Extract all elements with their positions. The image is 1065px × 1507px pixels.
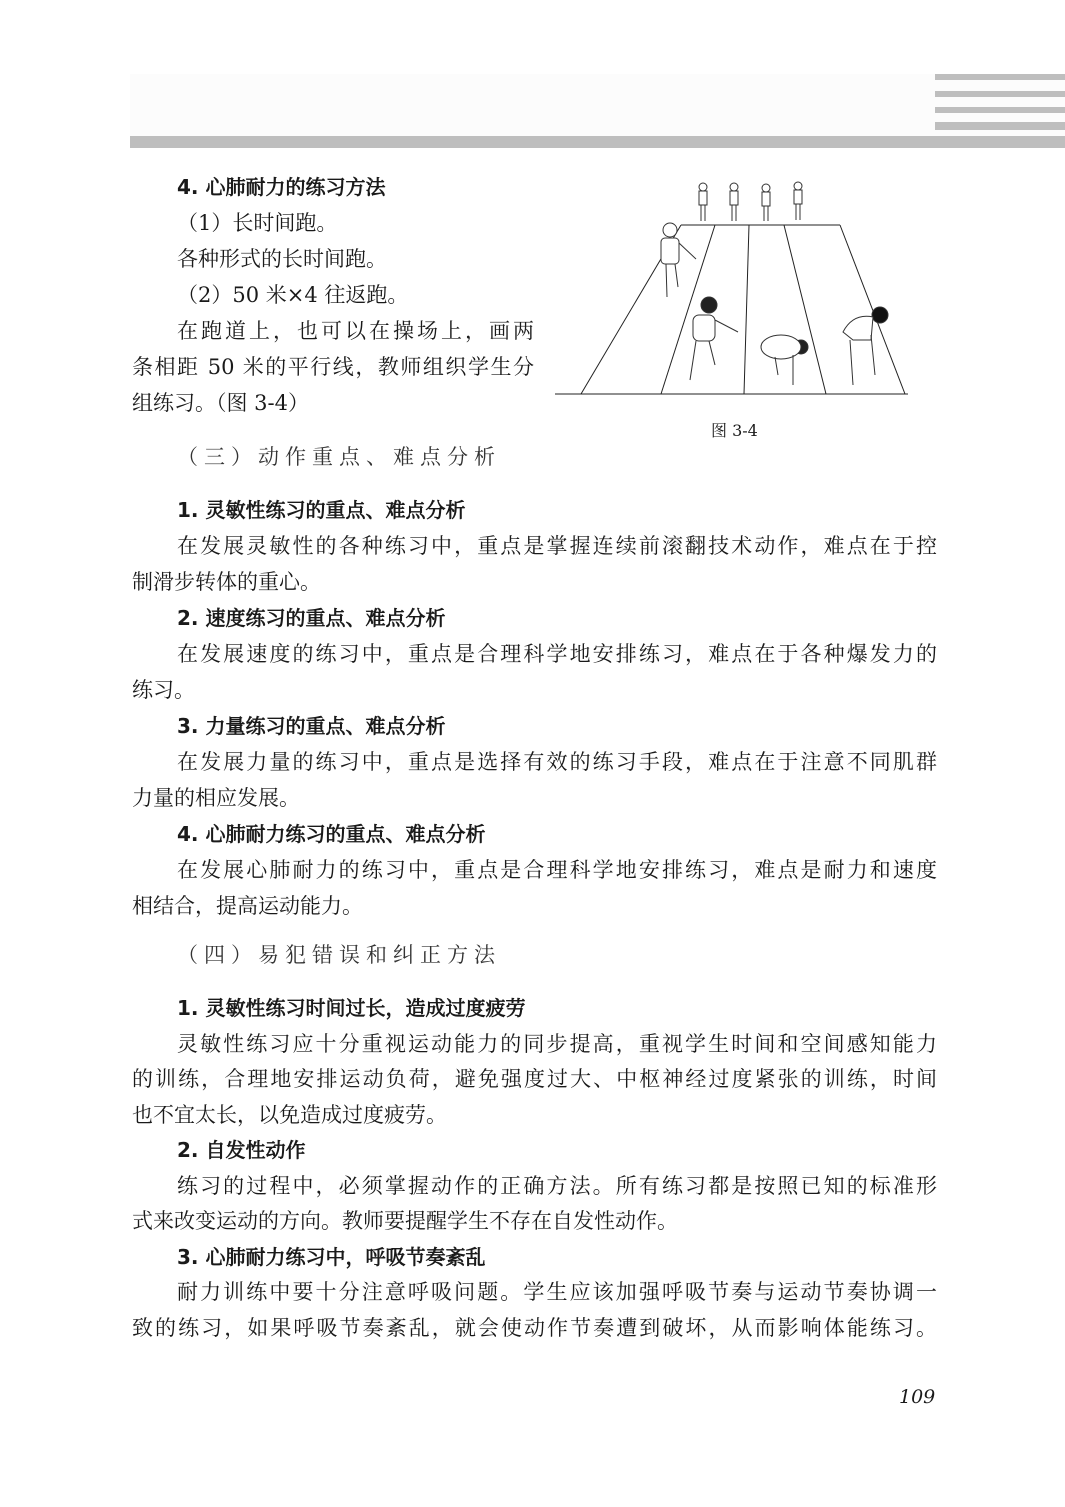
- paragraph-line: 练习。: [132, 678, 195, 702]
- paragraph: （2）50 米×4 往返跑。: [177, 283, 409, 307]
- paragraph-line: 在发展速度的练习中，重点是合理科学地安排练习，难点在于各种爆发力的: [177, 642, 937, 666]
- paragraph-line: 式来改变运动的方向。教师要提醒学生不存在自发性动作。: [132, 1209, 678, 1233]
- paragraph-line: 制滑步转体的重心。: [132, 570, 321, 594]
- heading: 2. 速度练习的重点、难点分析: [177, 606, 446, 630]
- paragraph: 各种形式的长时间跑。: [177, 247, 387, 271]
- header-stripe: [935, 122, 1065, 130]
- page-number: 109: [899, 1386, 936, 1408]
- header-band: [130, 74, 1065, 136]
- student-figure: [699, 183, 707, 221]
- figure-shuttle-run-illustration: [553, 175, 913, 400]
- heading: 3. 心肺耐力练习中，呼吸节奏紊乱: [177, 1244, 486, 1269]
- heading: 2. 自发性动作: [177, 1138, 306, 1162]
- section-title: （三）动作重点、难点分析: [177, 445, 501, 469]
- part3-content: [132, 492, 937, 924]
- paragraph-line: 在跑道上，也可以在操场上，画两: [177, 319, 534, 343]
- heading: 1. 灵敏性练习的重点、难点分析: [177, 498, 466, 522]
- paragraph-line: 条相距 50 米的平行线，教师组织学生分: [132, 355, 534, 379]
- paragraph-line: 也不宜太长，以免造成过度疲劳。: [132, 1102, 447, 1127]
- part4-content: [132, 991, 937, 1346]
- part3-title-block: [132, 439, 937, 475]
- paragraph-line: 练习的过程中，必须掌握动作的正确方法。所有练习都是按照已知的标准形: [177, 1173, 937, 1198]
- paragraph-line: 力量的相应发展。: [132, 786, 300, 810]
- paragraph-line: 在发展力量的练习中，重点是选择有效的练习手段，难点在于注意不同肌群: [177, 750, 937, 774]
- heading: 4. 心肺耐力练习的重点、难点分析: [177, 822, 486, 846]
- heading: 4. 心肺耐力的练习方法: [177, 175, 386, 199]
- header-stripe: [935, 91, 1065, 97]
- paragraph-line: 致的练习，如果呼吸节奏紊乱，就会使动作节奏遭到破坏，从而影响体能练习。: [132, 1315, 937, 1340]
- paragraph: （1）长时间跑。: [177, 211, 338, 235]
- heading: 3. 力量练习的重点、难点分析: [177, 714, 446, 738]
- section-title: （四）易犯错误和纠正方法: [177, 943, 501, 967]
- heading: 1. 灵敏性练习时间过长，造成过度疲劳: [177, 996, 526, 1020]
- paragraph-line: 灵敏性练习应十分重视运动能力的同步提高，重视学生时间和空间感知能力: [177, 1031, 937, 1056]
- figure-caption: 图 3-4: [711, 421, 758, 440]
- paragraph-line: 相结合，提高运动能力。: [132, 894, 363, 918]
- paragraph-line: 组练习。（图 3-4）: [132, 391, 309, 415]
- paragraph-line: 在发展心肺耐力的练习中，重点是合理科学地安排练习，难点是耐力和速度: [177, 858, 937, 882]
- paragraph-line: 在发展灵敏性的各种练习中，重点是掌握连续前滚翻技术动作，难点在于控: [177, 534, 937, 558]
- part4-title-block: [132, 937, 937, 973]
- header-rule: [130, 136, 1065, 148]
- header-stripe: [935, 74, 1065, 80]
- intro-block: [132, 169, 552, 421]
- paragraph-line: 耐力训练中要十分注意呼吸问题。学生应该加强呼吸节奏与运动节奏协调一: [177, 1280, 937, 1304]
- header-stripe: [935, 107, 1065, 113]
- paragraph-line: 的训练，合理地安排运动负荷，避免强度过大、中枢神经过度紧张的训练，时间: [132, 1067, 937, 1091]
